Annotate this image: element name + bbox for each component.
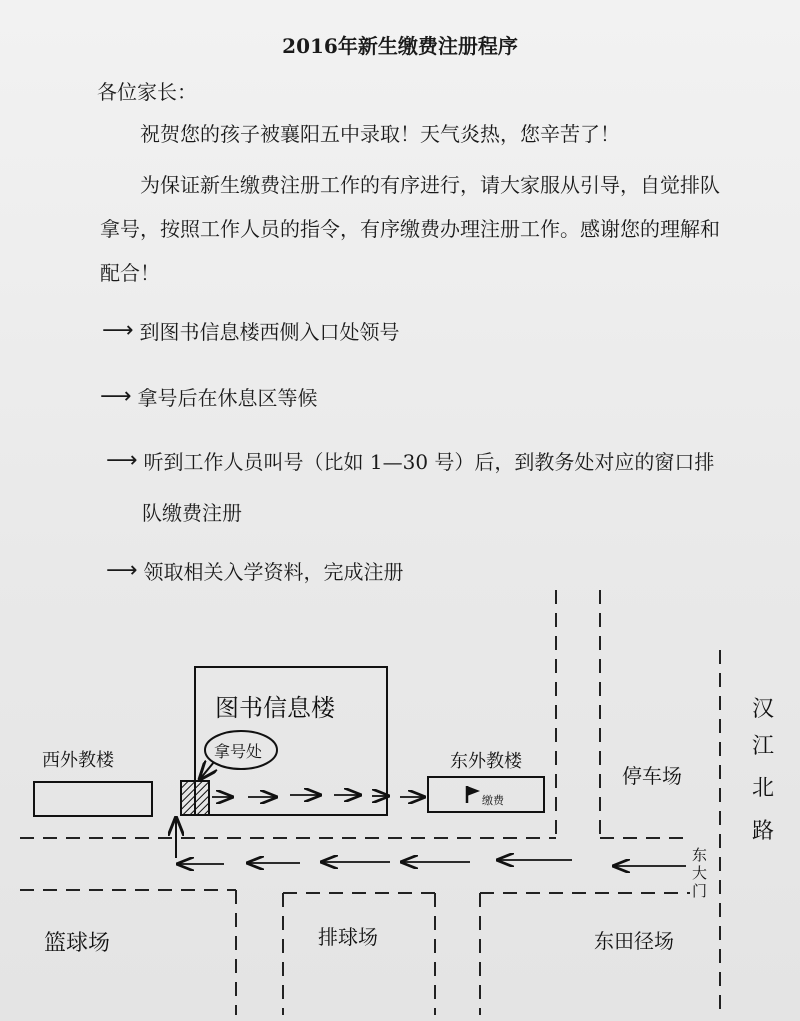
road-name <box>752 697 774 844</box>
ticket-point-label: 拿号处 <box>214 742 263 761</box>
east-building-label: 东外教楼 <box>450 751 522 772</box>
volleyball-court-label: 排球场 <box>318 925 378 949</box>
svg-text:门: 门 <box>692 882 708 900</box>
step-text: 到图书信息楼西侧入口处领号 <box>139 320 400 344</box>
instruction-paragraph: 为保证新生缴费注册工作的有序进行，请大家服从引导，自觉排队拿号，按照工作人员的指令，有序缴费办理注册工作。感谢您的理解和配合！ <box>100 173 720 285</box>
arrow-right-icon: ⟶ <box>102 318 134 343</box>
library-label: 图书信息楼 <box>215 694 335 722</box>
salutation: 各位家长： <box>97 80 197 104</box>
arrow-right-icon: ⟶ <box>100 384 132 409</box>
library-building <box>195 667 387 815</box>
svg-text:大: 大 <box>692 864 708 882</box>
svg-text:汉: 汉 <box>752 697 775 722</box>
flag-icon <box>467 786 480 803</box>
step-text: 拿号后在休息区等候 <box>137 386 318 410</box>
ticket-window <box>181 781 209 815</box>
basketball-court-label: 篮球场 <box>44 931 111 956</box>
payment-point-label: 缴费 <box>482 794 504 807</box>
arrow-right-icon: ⟶ <box>106 448 138 473</box>
west-building-label: 西外教楼 <box>42 750 114 771</box>
svg-text:东: 东 <box>692 846 708 864</box>
step-text: 听到工作人员叫号（比如 1—30 号）后，到教务处对应的窗口排 <box>143 450 715 474</box>
step-text-continued: 队缴费注册 <box>142 501 242 525</box>
svg-text:路: 路 <box>752 819 775 844</box>
svg-text:江: 江 <box>752 734 775 759</box>
east-gate-label <box>692 846 707 900</box>
west-building <box>34 782 152 816</box>
track-field-label: 东田径场 <box>594 929 674 953</box>
arrow-right-icon: ⟶ <box>106 558 138 583</box>
route-arrows-east <box>212 795 424 797</box>
parking-label: 停车场 <box>622 764 682 788</box>
greeting-paragraph: 祝贺您的孩子被襄阳五中录取！天气炎热，您辛苦了！ <box>140 122 620 146</box>
document-title: 2016年新生缴费注册程序 <box>282 34 518 58</box>
svg-text:北: 北 <box>752 776 775 801</box>
route-arrows-road <box>178 860 686 866</box>
step-text: 领取相关入学资料，完成注册 <box>143 560 404 584</box>
